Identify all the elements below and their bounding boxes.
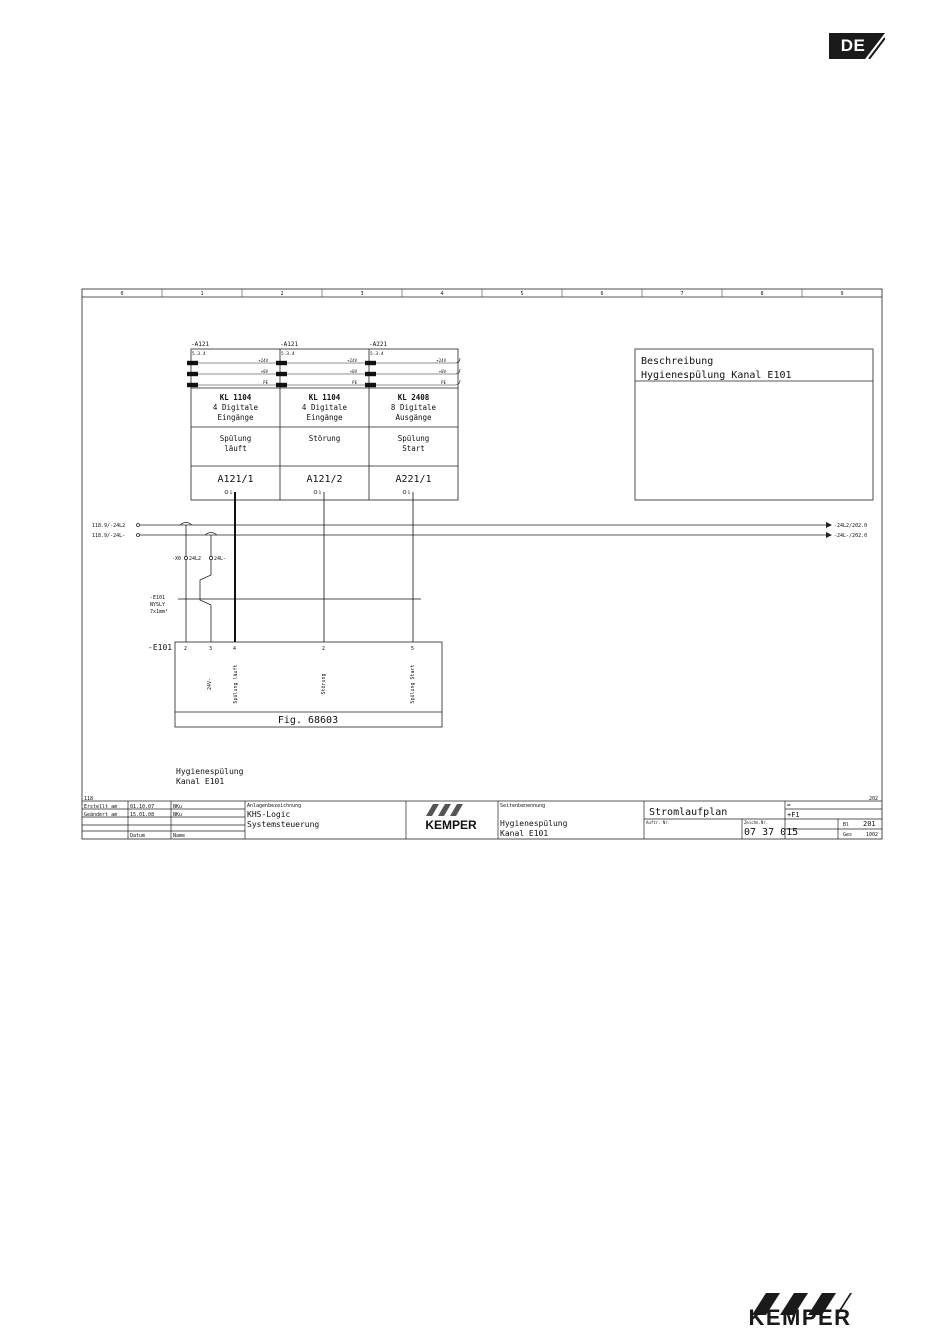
rail-label-right: -24L2/202.0 [834,523,868,529]
module-terminal-number: 1 [229,491,233,496]
created-label: Erstellt am [84,804,118,810]
device-pin: 5 [411,646,415,652]
wire-24L- [200,560,211,642]
created-date: 01.10.07 [130,804,155,810]
module-description: Eingänge [306,413,343,422]
plant-label: Anlagenbezeichnung [247,803,302,809]
kemper-logo-text: KEMPER [748,1305,852,1330]
device-pin: 4 [233,646,237,652]
drawing-label: Zeichn.Nr. [744,820,769,825]
column-number: 6 [600,291,604,297]
rail-label-left: 118.9/-24L2 [92,523,126,529]
terminal-strip-tag: -X0 [172,556,182,562]
plant-name: Systemsteuerung [247,820,320,829]
total-number: 1002 [866,832,879,838]
caption-line: Hygienespülung [176,767,244,776]
device-signal: 24V- [207,677,213,691]
column-number: 5 [520,291,524,297]
module-type: KL 1104 [219,393,252,402]
created-by: NKu [173,804,183,810]
cable-tag: -E101 [150,595,166,601]
language-code: DE [840,36,866,55]
device-pin: 3 [209,646,213,652]
module-terminal [403,491,406,494]
module-address: A121/2 [306,474,343,485]
column-number: 0 [120,291,124,297]
terminal-label: 24L- [214,556,227,562]
prev-page-ref: 118 [84,796,94,802]
module-pin-label: +0V [260,369,268,374]
title-block-logo-mark [426,804,463,816]
rail-arrow [826,532,832,538]
module-function: Störung [308,434,341,443]
module-connector [276,383,287,387]
module-pin-label: +24V [347,358,357,363]
module-description: 4 Digitale [212,403,259,412]
location-code: +F1 [787,811,800,819]
description-subtitle: Hygienespülung Kanal E101 [641,370,792,381]
module-connector [365,361,376,365]
module-pin-label: +24V [436,358,446,363]
drawing-number: 07 37 015 [744,827,799,838]
module-address: A221/1 [395,474,432,485]
plant-name: KHS-Logic [247,810,291,819]
equipment-label: = [787,802,791,809]
module-terminal-number: 1 [318,491,322,496]
title-block-brand: KEMPER [425,818,477,832]
module-address: A121/1 [217,474,254,485]
module-connector [187,383,198,387]
module-ref: 5.3.4 [281,352,295,357]
changed-by: NKu [173,812,183,818]
column-number: 9 [840,291,844,297]
module-pin-label: +0V [349,369,357,374]
module-connector [365,372,376,376]
module-pin-label: PE [441,380,446,385]
sheet-label: Bl [843,822,850,828]
module-description: 4 Digitale [301,403,348,412]
module-connector [276,361,287,365]
column-number: 4 [440,291,444,297]
changed-date: 15.01.08 [130,812,155,818]
module-ref: 5.3.4 [370,352,384,357]
module-description: Eingänge [217,413,254,422]
changed-label: Geändert am [84,812,118,818]
total-label: Ges [843,832,853,838]
module-function: läuft [224,444,247,453]
device-pin: 2 [322,646,326,652]
rail-arrow [826,522,832,528]
sheet-number: 201 [863,820,876,828]
column-number: 1 [200,291,204,297]
module-connector [187,372,198,376]
module-description: Ausgänge [395,413,432,422]
module-function: Spülung [219,434,252,443]
cable-spec: NYSLY [150,602,166,608]
module-type: KL 2408 [397,393,430,402]
cable-spec: 7x1mm² [150,609,169,615]
module-tag: -A121 [191,341,210,348]
module-terminal-number: 1 [407,491,411,496]
column-number: 8 [760,291,764,297]
device-signal: Störung [321,673,327,695]
rail-start-node [137,524,140,527]
name-column-label: Name [173,833,186,839]
caption-line: Kanal E101 [176,777,225,786]
module-pin-label: +0V [438,369,446,374]
column-number: 7 [680,291,684,297]
page-desc: Hygienespülung [500,819,568,828]
module-connector [276,372,287,376]
order-label: Auftr. Nr. [646,820,671,825]
module-pin-label: +24V [258,358,268,363]
document-type: Stromlaufplan [649,807,728,818]
page-desc: Kanal E101 [500,829,549,838]
module-pin-label: PE [263,380,268,385]
rail-start-node [137,534,140,537]
device-signal: Spülung läuft [233,664,239,704]
module-ref: 5.3.4 [192,352,206,357]
device-tag: -E101 [148,643,173,652]
module-type: KL 1104 [308,393,341,402]
rail-label-left: 118.9/-24L- [92,533,126,539]
bus-continuation [455,358,460,363]
column-number: 3 [360,291,364,297]
module-connector [365,383,376,387]
module-tag: -A221 [369,341,388,348]
module-description: 8 Digitale [390,403,437,412]
device-pin: 2 [184,646,188,652]
next-page-ref: 202 [869,796,879,802]
figure-reference: Fig. 68603 [277,715,339,726]
device-signal: Spülung Start [410,664,416,704]
date-column-label: Datum [130,833,146,839]
module-terminal [314,491,317,494]
module-function: Spülung [397,434,430,443]
module-terminal [225,491,228,494]
bus-continuation [455,380,460,385]
rail-label-right: -24L-/202.0 [834,533,868,539]
module-pin-label: PE [352,380,357,385]
module-tag: -A121 [280,341,299,348]
module-function: Start [402,444,425,453]
terminal-label: 24L2 [189,556,202,562]
page-desc-label: Seitenbenennung [500,803,546,809]
column-number: 2 [280,291,284,297]
description-title: Beschreibung [641,356,714,367]
bus-continuation [455,369,460,374]
module-connector [187,361,198,365]
